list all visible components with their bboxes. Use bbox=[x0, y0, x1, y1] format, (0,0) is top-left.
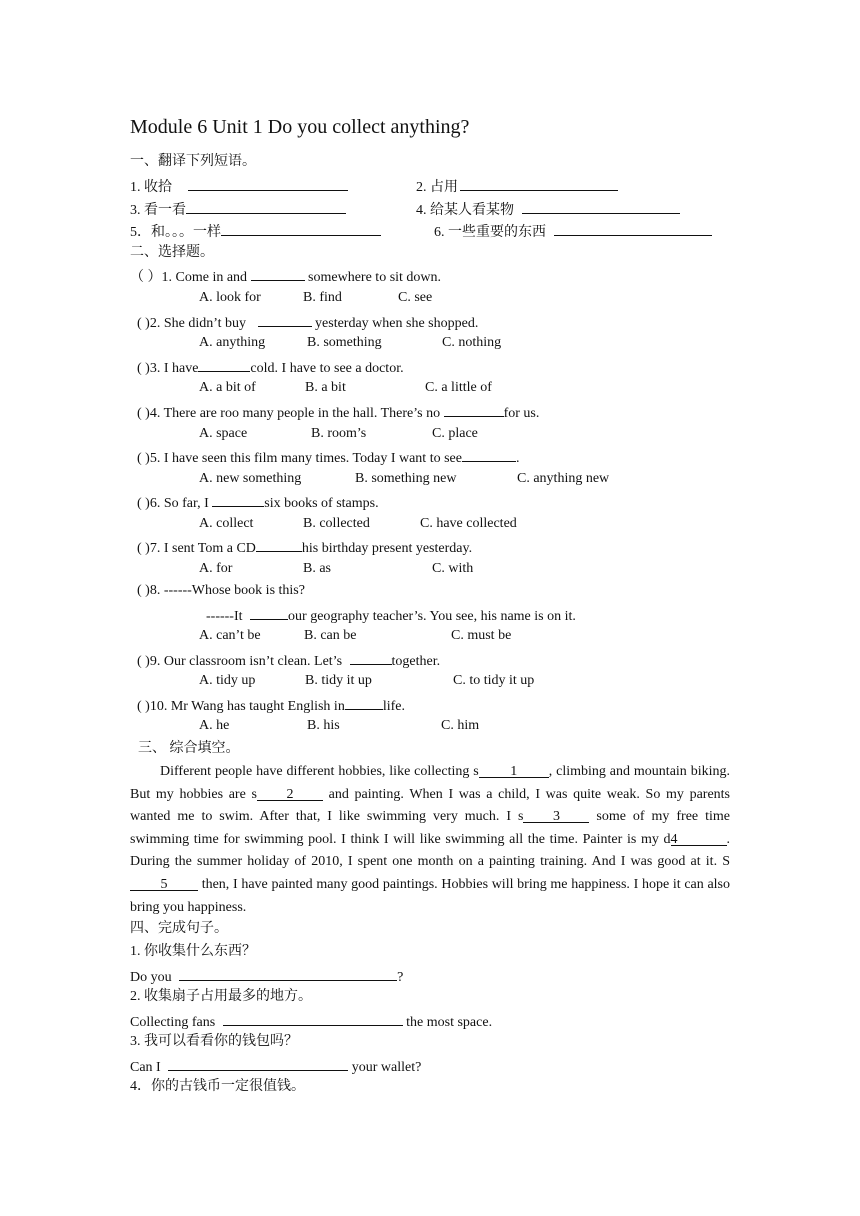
option-a: A. for bbox=[199, 561, 233, 576]
option-c: C. have collected bbox=[420, 516, 517, 531]
option-a: A. tidy up bbox=[199, 673, 256, 688]
sentence-3: Can I your wallet? bbox=[130, 1056, 421, 1077]
phrase-item: 3. 看一看 bbox=[130, 199, 346, 220]
cloze-passage: Different people have different hobbies, like collecting s 1 , climbing and mountain biking. But my hobbies are s 2 and painting. When I was a child, I was quite weak. So my parents wanted me to swim. After that, I like swimming very much. I s 3 some of my free time swimming time for swimming pool. I think I will like swimming all the time. Painter is my d4 . During the summer holiday of 2010, I spent one month on a painting training. And I was good at it. S5 then, I have painted many good paintings. Hobbies will bring me happiness. I hope it can also bring you happiness. bbox=[130, 761, 730, 919]
question-9: ( )9. Our classroom isn’t clean. Let’s together. bbox=[137, 650, 440, 671]
sentence-4-chinese: 4．你的古钱币一定很值钱。 bbox=[130, 1079, 305, 1094]
sentence-3-chinese: 3. 我可以看看你的钱包吗？ bbox=[130, 1034, 298, 1049]
option-a: A. can’t be bbox=[199, 628, 261, 643]
option-b: B. collected bbox=[303, 516, 370, 531]
phrase-item: 2. 占用 bbox=[416, 176, 618, 197]
option-c: C. him bbox=[441, 718, 480, 733]
option-a: A. anything bbox=[199, 335, 266, 350]
question-3: ( )3. I have cold. I have to see a doctor. bbox=[137, 357, 404, 378]
sentence-2: Collecting fans the most space. bbox=[130, 1011, 492, 1032]
blank-1: 1 bbox=[479, 761, 549, 778]
question-8: ( )8. ------Whose book is this? bbox=[137, 583, 305, 598]
option-c: C. to tidy it up bbox=[453, 673, 535, 688]
option-b: B. tidy it up bbox=[305, 673, 372, 688]
question-2: ( )2. She didn’t buy yesterday when she shopped. bbox=[137, 312, 478, 333]
sentence-1-chinese: 1. 你收集什么东西？ bbox=[130, 944, 256, 959]
phrase-item: 1. 收拾 bbox=[130, 176, 348, 197]
question-6: ( )6. So far, I six books of stamps. bbox=[137, 492, 379, 513]
option-b: B. find bbox=[303, 290, 342, 305]
option-c: C. must be bbox=[451, 628, 512, 643]
option-a: A. he bbox=[199, 718, 230, 733]
question-7: ( )7. I sent Tom a CD his birthday present yesterday. bbox=[137, 537, 472, 558]
question-5: ( )5. I have seen this film many times. Today I want to see . bbox=[137, 447, 519, 468]
option-a: A. a bit of bbox=[199, 380, 256, 395]
option-c: C. nothing bbox=[442, 335, 502, 350]
option-c: C. with bbox=[432, 561, 474, 576]
question-4: ( )4. There are roo many people in the hall. There’s no for us. bbox=[137, 402, 539, 423]
option-a: A. space bbox=[199, 426, 248, 441]
option-b: B. something new bbox=[355, 471, 457, 486]
option-c: C. anything new bbox=[517, 471, 610, 486]
blank-3: 3 bbox=[523, 806, 589, 823]
option-b: B. his bbox=[307, 718, 340, 733]
option-b: B. as bbox=[303, 561, 331, 576]
option-a: A. look for bbox=[199, 290, 261, 305]
blank-2: 2 bbox=[257, 784, 323, 801]
sentence-2-chinese: 2. 收集扇子占用最多的地方。 bbox=[130, 989, 312, 1004]
blank-5: 5 bbox=[130, 874, 198, 891]
option-c: C. a little of bbox=[425, 380, 492, 395]
worksheet-title: Module 6 Unit 1 Do you collect anything? bbox=[130, 116, 470, 138]
option-b: B. can be bbox=[304, 628, 357, 643]
blank-4: 4 bbox=[671, 829, 727, 846]
section4-heading: 四、完成句子。 bbox=[130, 921, 228, 936]
option-c: C. see bbox=[398, 290, 433, 305]
phrase-item: 4. 给某人看某物 bbox=[416, 199, 680, 220]
option-b: B. something bbox=[307, 335, 382, 350]
option-a: A. new something bbox=[199, 471, 302, 486]
section3-heading: 三、 综合填空。 bbox=[138, 741, 240, 756]
option-b: B. room’s bbox=[311, 426, 367, 441]
option-c: C. place bbox=[432, 426, 478, 441]
phrase-item: 6. 一些重要的东西 bbox=[434, 221, 712, 242]
question-10: ( )10. Mr Wang has taught English in life. bbox=[137, 695, 405, 716]
section2-heading: 二、选择题。 bbox=[130, 245, 214, 260]
section1-heading: 一、翻译下列短语。 bbox=[130, 154, 256, 169]
option-a: A. collect bbox=[199, 516, 254, 531]
phrase-item: 5．和。。。一样 bbox=[130, 221, 381, 242]
question-8-line2: ------It our geography teacher’s. You see, his name is on it. bbox=[206, 605, 576, 626]
option-b: B. a bit bbox=[305, 380, 346, 395]
question-1: （ ）1. Come in and somewhere to sit down. bbox=[130, 266, 441, 287]
sentence-1: Do you ? bbox=[130, 966, 403, 987]
